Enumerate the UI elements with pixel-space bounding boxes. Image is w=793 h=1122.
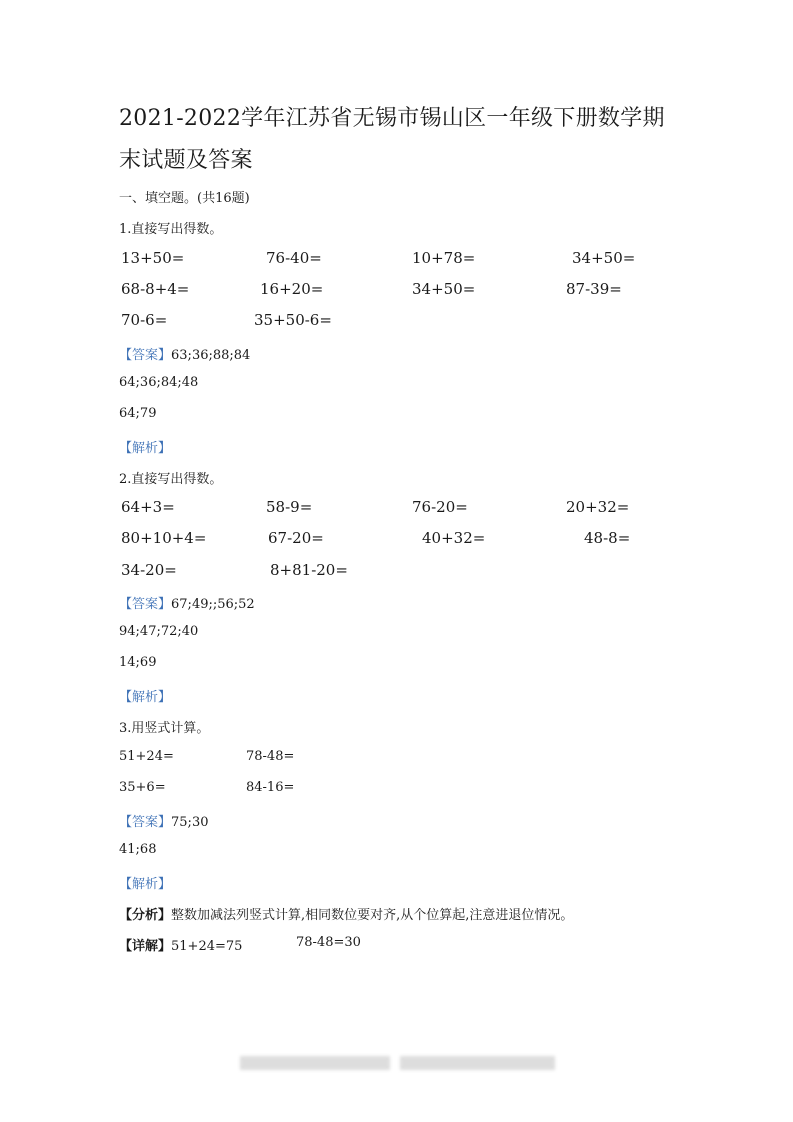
- q2-eq: 58-9=: [266, 498, 313, 516]
- q3-eq: 78-48=: [246, 749, 295, 764]
- xiangjie-text-1: 51+24=75: [171, 939, 243, 954]
- q1-eq: 16+20=: [260, 280, 324, 298]
- q1-answer: [119, 344, 250, 363]
- xiangjie-tag: 【详解】: [119, 939, 172, 954]
- answer-tag: 【答案】: [119, 597, 172, 612]
- q2-eq: 76-20=: [412, 498, 468, 516]
- q1-eq: 35+50-6=: [254, 311, 332, 329]
- q2-eq: 8+81-20=: [270, 561, 348, 579]
- q2-eq: 64+3=: [121, 498, 175, 516]
- q2-eq: 67-20=: [268, 529, 324, 547]
- q1-eq: 68-8+4=: [121, 280, 190, 298]
- q2-answer-line-2: 94;47;72;40: [119, 624, 199, 639]
- q1-label: 1.直接写出得数。: [119, 222, 223, 237]
- q1-answer-line-2: 64;36;84;48: [119, 375, 199, 390]
- q1-answer-line-3: 64;79: [119, 406, 157, 421]
- footer-watermark: [240, 1056, 390, 1070]
- fenxi-text: 整数加减法列竖式计算,相同数位要对齐,从个位算起,注意进退位情况。: [171, 908, 574, 923]
- q3-xiangjie: [119, 935, 242, 954]
- fenxi-tag: 【分析】: [119, 908, 172, 923]
- q1-eq: 34+50=: [412, 280, 476, 298]
- answer-text: 75;30: [171, 815, 209, 830]
- answer-tag: 【答案】: [119, 348, 172, 363]
- q3-label: 3.用竖式计算。: [119, 721, 210, 736]
- answer-tag: 【答案】: [119, 815, 172, 830]
- q1-analysis-tag: 【解析】: [119, 441, 172, 456]
- q2-analysis-tag: 【解析】: [119, 690, 172, 705]
- q2-eq: 48-8=: [584, 529, 631, 547]
- q2-eq: 80+10+4=: [121, 529, 207, 547]
- q3-fenxi: [119, 904, 573, 923]
- q3-eq: 51+24=: [119, 749, 174, 764]
- q1-eq: 13+50=: [121, 249, 185, 267]
- q2-eq: 20+32=: [566, 498, 630, 516]
- q2-answer-line-3: 14;69: [119, 655, 157, 670]
- q2-label: 2.直接写出得数。: [119, 472, 223, 487]
- q1-eq: 70-6=: [121, 311, 168, 329]
- xiangjie-text-2: 78-48=30: [296, 935, 361, 950]
- q3-eq: 84-16=: [246, 780, 295, 795]
- q3-analysis-tag: 【解析】: [119, 877, 172, 892]
- q1-eq: 34+50=: [572, 249, 636, 267]
- q2-eq: 34-20=: [121, 561, 177, 579]
- q2-answer: [119, 593, 255, 612]
- q1-eq: 76-40=: [266, 249, 322, 267]
- q2-eq: 40+32=: [422, 529, 486, 547]
- answer-text: 63;36;88;84: [171, 348, 251, 363]
- answer-text: 67;49;;56;52: [171, 597, 255, 612]
- q3-answer: [119, 811, 208, 830]
- section-heading: 一、填空题。(共16题): [119, 191, 250, 206]
- q1-eq: 10+78=: [412, 249, 476, 267]
- page-title: 2021-2022学年江苏省无锡市锡山区一年级下册数学期末试题及答案: [119, 106, 665, 173]
- q3-answer-line-2: 41;68: [119, 842, 157, 857]
- footer-watermark: [400, 1056, 555, 1070]
- q3-eq: 35+6=: [119, 780, 166, 795]
- q1-eq: 87-39=: [566, 280, 622, 298]
